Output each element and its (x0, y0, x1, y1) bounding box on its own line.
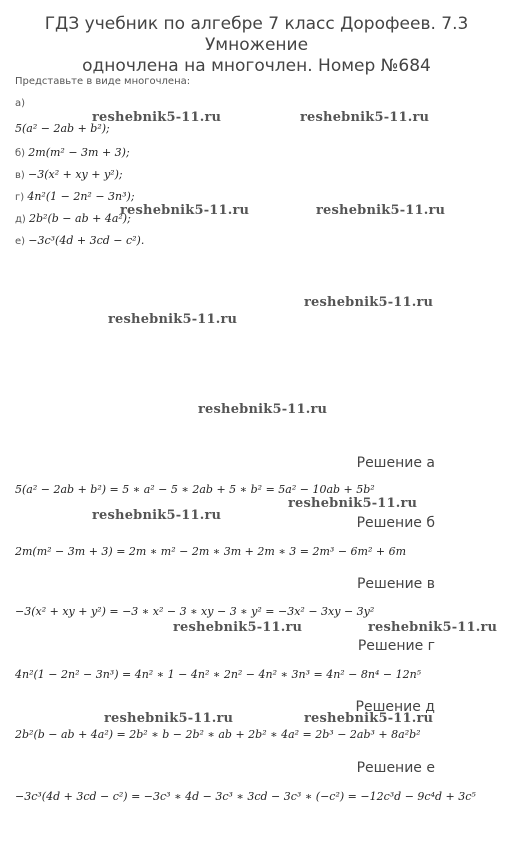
solution-formula-g: 4n²(1 − 2n² − 3n³) = 4n² ∗ 1 − 4n² ∗ 2n² − 4n² ∗ 3n³ = 4n² − 8n⁴ − 12n⁵ (15, 668, 422, 681)
task-item-d: д) 2b²(b − ab + 4a²); (15, 212, 131, 225)
watermark: reshebnik5-11.ru (368, 620, 498, 635)
watermark: reshebnik5-11.ru (198, 402, 328, 417)
solution-heading-d: Решение д (355, 699, 435, 715)
solution-formula-e: −3c³(4d + 3cd − c²) = −3c³ ∗ 4d − 3c³ ∗ 3cd − 3c³ ∗ (−c²) = −12c³d − 9c⁴d + 3c⁵ (15, 790, 476, 803)
watermark: reshebnik5-11.ru (104, 711, 234, 726)
solution-heading-e: Решение е (356, 760, 435, 776)
task-item-v: в) −3(x² + xy + y²); (15, 168, 123, 181)
solution-formula-a: 5(a² − 2ab + b²) = 5 ∗ a² − 5 ∗ 2ab + 5 ∗ b² = 5a² − 10ab + 5b² (15, 483, 375, 496)
task-item-e: е) −3c³(4d + 3cd − c²). (15, 234, 145, 247)
watermark: reshebnik5-11.ru (304, 295, 434, 310)
watermark: reshebnik5-11.ru (120, 203, 250, 218)
title-line-2: одночлена на многочлен. Номер №684 (82, 56, 431, 76)
task-item-a-label: а) (15, 98, 26, 109)
watermark: reshebnik5-11.ru (108, 312, 238, 327)
solution-formula-d: 2b²(b − ab + 4a²) = 2b² ∗ b − 2b² ∗ ab + 2b² ∗ 4a² = 2b³ − 2ab³ + 8a²b² (15, 728, 421, 741)
watermark: reshebnik5-11.ru (173, 620, 303, 635)
watermark: reshebnik5-11.ru (288, 496, 418, 511)
solution-heading-v: Решение в (356, 576, 435, 592)
task-item-a: 5(a² − 2ab + b²); (15, 122, 110, 135)
task-item-g: г) 4n²(1 − 2n² − 3n³); (15, 190, 135, 203)
solution-formula-v: −3(x² + xy + y²) = −3 ∗ x² − 3 ∗ xy − 3 ∗ y² = −3x² − 3xy − 3y² (15, 605, 375, 618)
title-line-1: ГДЗ учебник по алгебре 7 класс Дорофеев. 7.3 Умножение (44, 14, 469, 55)
solution-heading-b: Решение б (356, 515, 435, 531)
watermark: reshebnik5-11.ru (92, 110, 222, 125)
watermark: reshebnik5-11.ru (300, 110, 430, 125)
solution-heading-a: Решение а (356, 455, 435, 471)
watermark: reshebnik5-11.ru (316, 203, 446, 218)
page-title (0, 14, 513, 77)
task-intro: Представьте в виде многочлена: (15, 76, 191, 87)
watermark: reshebnik5-11.ru (304, 711, 434, 726)
solution-heading-g: Решение г (357, 638, 435, 654)
watermark: reshebnik5-11.ru (92, 508, 222, 523)
solution-formula-b: 2m(m² − 3m + 3) = 2m ∗ m² − 2m ∗ 3m + 2m ∗ 3 = 2m³ − 6m² + 6m (15, 545, 407, 558)
task-item-b: б) 2m(m² − 3m + 3); (15, 146, 130, 159)
